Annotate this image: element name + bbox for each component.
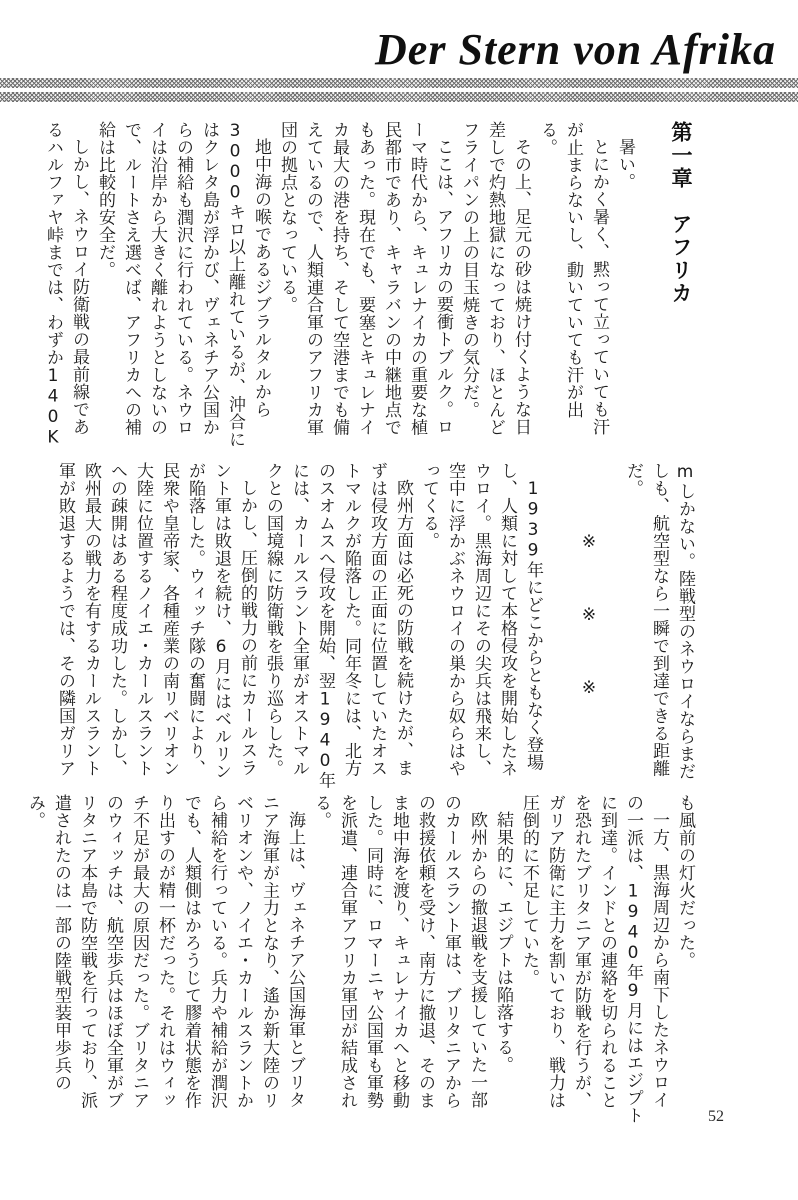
header-halftone-rule-bottom [0,92,798,102]
text-block-2 [46,462,698,792]
paragraph: しかし、ネウロイ防衛戦の最前線であるハルファヤ峠までは、わずか140K [43,121,89,448]
text-block-1 [43,121,698,451]
paragraph: も風前の灯火だった。 [675,794,695,969]
paragraph: 結果的に、エジプトは陥落する。 [493,811,513,1074]
paragraph: 一方、黒海周辺から南下したネウロイの一派は、1940年9月にはエジプトに到達。インドとの連絡を切られることを恐れたブリタニア軍が防戦を行うが、ガリア防衛に主力を割いており、戦力は圧倒的に不足していた。 [519,794,669,1124]
paragraph: 欧州方面は必死の防戦を続けたが、まずは侵攻方面の正面に位置していたオストマルクが陥落した。同年冬には、北方のスオムスへ侵攻を開始、翌1940年には、カールスラント全軍がオストマルクとの国境線に防衛戦を張り巡らした。 [263,462,413,789]
paragraph: とにかく暑く、黙って立っていても汗が止まらないし、動いていても汗が出る。 [537,121,609,436]
paragraph: 1939年にどこからともなく登場し、人類に対して本格侵攻を開始したネウロイ。黒海周辺にその尖兵は飛来し、空中に浮かぶネウロイの巣から奴らはやってくる。 [419,462,543,777]
paragraph: mしかない。陸戦型のネウロイならまだしも、航空型なら一瞬で到達できる距離だ。 [623,462,695,780]
paragraph: その上、足元の砂は焼け付くような日差しで灼熱地獄になっており、ほとんどフライパンの上の目玉焼きの気分だ。 [459,121,531,436]
header-halftone-rule-top [0,78,798,88]
running-title: Der Stern von Afrika [375,25,776,74]
page-number: 52 [708,1108,724,1125]
chapter-heading: 第一章 アフリカ [669,121,693,305]
text-block-3 [25,794,698,1124]
paragraph: 欧州からの撤退戦を支援していた一部のカールスラント軍は、ブリタニアからの救援依頼を受け、南方に撤退、そのまま地中海を渡り、キュレナイカへと移動した。同時に、ロマーニャ公国軍も軍勢を派遣、連合軍アフリカ軍団が結成される。 [311,794,487,1109]
paragraph: ここは、アフリカの要衝トブルク。ローマ時代から、キュレナイカの重要な植民都市であり、キャラバンの中継地点でもあった。現在でも、要塞とキュレナイカ最大の港を持ち、そして空港までも備えているので、人類連合軍のアフリカ軍団の拠点となっている。 [277,121,453,436]
paragraph: 地中海の喉であるジブラルタルから3000キロ以上離れているが、沖合にはクレタ島が浮かび、ヴェネチア公国からの補給も潤沢に行われている。ネウロイは沿岸から大きく離れようとしないので、ルートさえ選べば、アフリカへの補給は比較的安全だ。 [95,121,271,448]
scene-break-separator: ※ ※ ※ [579,462,599,699]
paragraph: しかし、圧倒的戦力の前にカールスラント軍は敗退を続け、6月にはベルリンが陥落した。ウィッチ隊の奮闘により、民衆や皇帝家、各種産業の南リベリオン大陸に位置するノイエ・カールスラントへの疎開はある程度成功した。しかし、欧州最大の戦力を有するカールスラント軍が敗退するようでは、その隣国ガリア [55,462,257,780]
paragraph: 海上は、ヴェネチア公国海軍とブリタニア海軍が主力となり、遙か新大陸のリベリオンや、ノイエ・カールスラントから補給を行っている。兵力や補給が潤沢でも、人類側はかろうじて膠着状態を作り出すのが精一杯だった。それはウィッチ不足が最大の原因だった。ブリタニアのウィッチは、航空歩兵はほぼ全軍がブリタニア本島で防空戦を行っており、派遣されたのは一部の陸戦型装甲歩兵のみ。 [25,794,305,1109]
paragraph: 暑い。 [615,138,635,191]
